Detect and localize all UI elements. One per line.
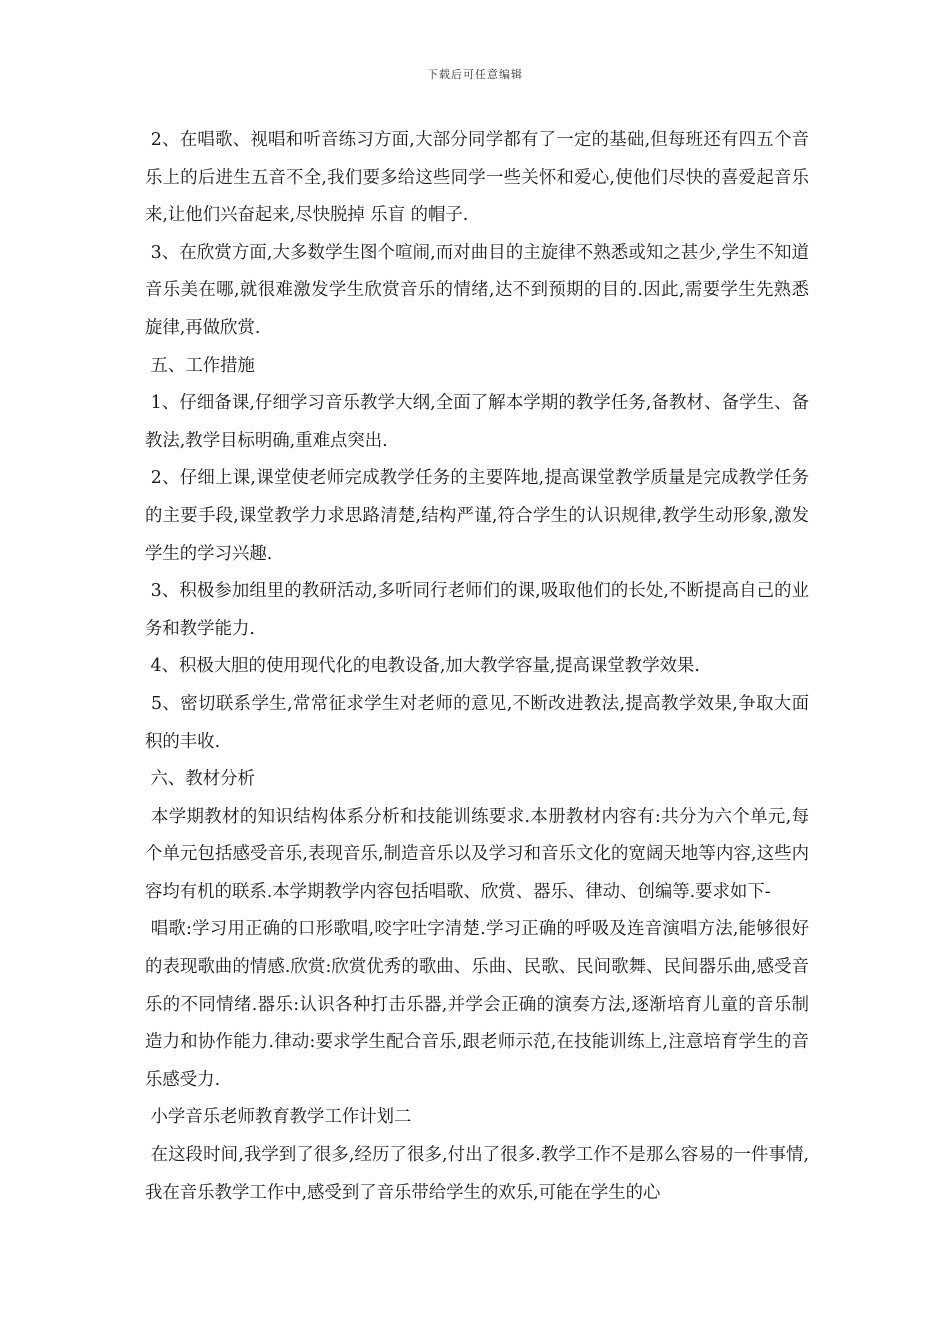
- section-heading-work-measures: 五、工作措施: [145, 355, 255, 376]
- paragraph-measure-4: 4、积极大胆的使用现代化的电教设备,加大教学容量,提高课堂教学效果.: [145, 656, 700, 677]
- paragraph-measure-2: 2、仔细上课,课堂使老师完成教学任务的主要阵地,提高课堂教学质量是完成教学任务的主要手段,课堂教学力求思路清楚,结构严谨,符合学生的认识规律,教学生动形象,激发学生的学习兴趣.: [145, 468, 810, 564]
- paragraph-requirements: 唱歌:学习用正确的口形歌唱,咬字吐字清楚.学习正确的呼吸及连音演唱方法,能够很好的表现歌曲的情感.欣赏:欣赏优秀的歌曲、乐曲、民歌、民间歌舞、民间器乐曲,感受音乐的不同情绪.器乐:认识各种打击乐器,并学会正确的演奏方法,逐渐培育儿童的音乐制造力和协作能力.律动:要求学生配合音乐,跟老师示范,在技能训练上,注意培育学生的音乐感受力.: [145, 919, 809, 1090]
- section-heading-plan-two: 小学音乐老师教育教学工作计划二: [145, 1107, 412, 1128]
- paragraph-textbook-structure: 本学期教材的知识结构体系分析和技能训练要求.本册教材内容有:共分为六个单元,每个单元包括感受音乐,表现音乐,制造音乐以及学习和音乐文化的宽阔天地等内容,这些内容均有机的联系.本学期教学内容包括唱歌、欣赏、器乐、律动、创编等.要求如下-: [145, 806, 810, 902]
- paragraph-measure-3: 3、积极参加组里的教研活动,多听同行老师们的课,吸取他们的长处,不断提高自己的业务和教学能力.: [145, 581, 810, 639]
- paragraph-appreciation: 3、在欣赏方面,大多数学生图个喧闹,而对曲目的主旋律不熟悉或知之甚少,学生不知道音乐美在哪,就很难激发学生欣赏音乐的情绪,达不到预期的目的.因此,需要学生先熟悉旋律,再做欣赏.: [145, 242, 810, 338]
- document-body: [145, 122, 809, 1212]
- paragraph-plan-two-intro: 在这段时间,我学到了很多,经历了很多,付出了很多.教学工作不是那么容易的一件事情,我在音乐教学工作中,感受到了音乐带给学生的欢乐,可能在学生的心: [145, 1145, 809, 1203]
- paragraph-measure-5: 5、密切联系学生,常常征求学生对老师的意见,不断改进教法,提高教学效果,争取大面积的丰收.: [145, 693, 809, 752]
- paragraph-singing-practice: 2、在唱歌、视唱和听音练习方面,大部分同学都有了一定的基础,但每班还有四五个音乐上的后进生五音不全,我们要多给这些同学一些关怀和爱心,使他们尽快的喜爱起音乐来,让他们兴奋起来,尽快脱掉 乐盲 的帽子.: [145, 130, 810, 226]
- section-heading-textbook-analysis: 六、教材分析: [145, 769, 255, 790]
- page-header-note: 下载后可任意编辑: [427, 68, 523, 81]
- paragraph-measure-1: 1、仔细备课,仔细学习音乐教学大纲,全面了解本学期的教学任务,备教材、备学生、备教法,教学目标明确,重难点突出.: [145, 393, 810, 451]
